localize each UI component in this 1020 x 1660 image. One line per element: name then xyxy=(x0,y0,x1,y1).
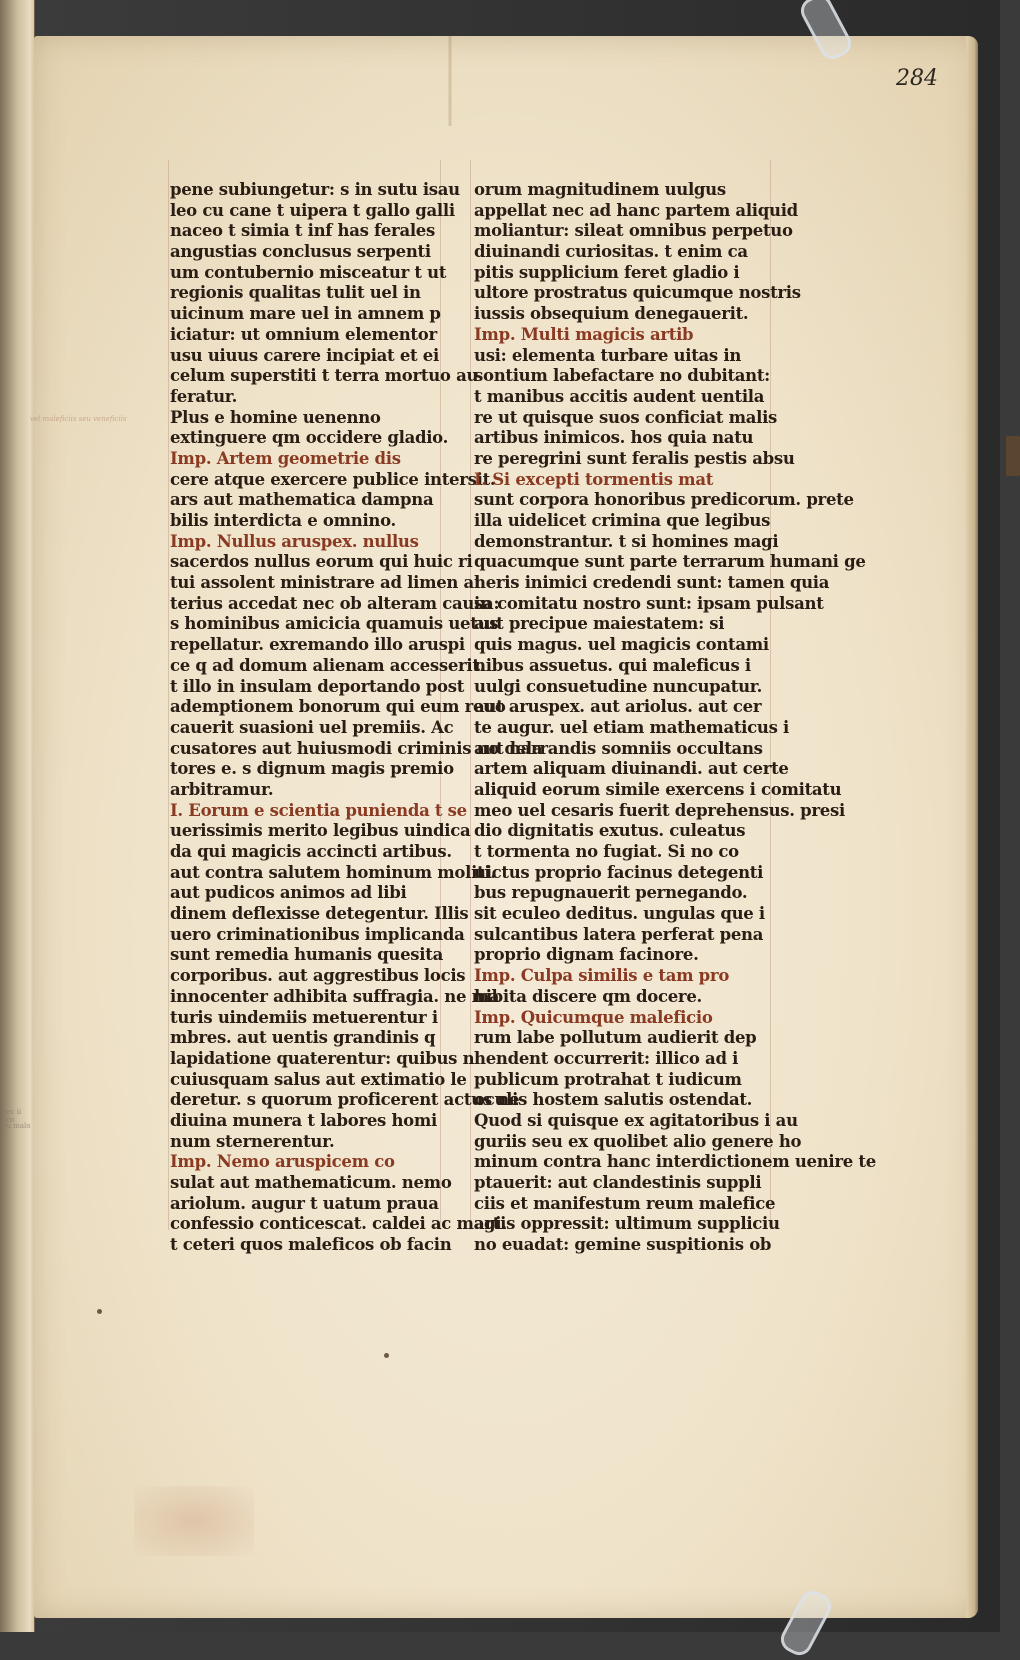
text-line: I. Eorum e scientia punienda t se xyxy=(170,800,467,820)
text-line: naceo t simia t inf has ferales xyxy=(170,221,435,241)
text-line: publicum protrahat t iudicum xyxy=(474,1069,742,1089)
text-line: te augur. uel etiam mathematicus i xyxy=(474,717,789,737)
worm-hole xyxy=(97,1309,102,1314)
text-line: iciatur: ut omnium elementor xyxy=(170,324,437,344)
text-line: innocenter adhibita suffragia. ne ma xyxy=(170,986,500,1006)
text-line: artem aliquam diuinandi. aut certe xyxy=(474,759,789,779)
text-line: ce q ad domum alienam accesserit. xyxy=(170,655,486,675)
text-line: hendent occurrerit: illico ad i xyxy=(474,1048,739,1068)
facing-page-edge xyxy=(0,0,35,1632)
text-line: aliquid eorum simile exercens i comitatu xyxy=(474,779,842,799)
text-line: corporibus. aut aggrestibus locis xyxy=(170,966,466,986)
text-line: ptauerit: aut clandestinis suppli xyxy=(474,1173,762,1192)
binding-tab xyxy=(1006,436,1020,476)
worm-hole xyxy=(384,1353,389,1358)
text-line: sunt corpora honoribus predicorum. prete xyxy=(474,490,854,510)
text-line: no euadat: gemine suspitionis ob xyxy=(474,1235,772,1255)
text-line: guriis seu ex quolibet alio genere ho xyxy=(474,1131,802,1151)
text-line: cauerit suasioni uel premiis. Ac xyxy=(170,717,454,737)
text-line: celum superstiti t terra mortuo au xyxy=(170,366,479,386)
text-line: Imp. Nemo aruspicem co xyxy=(170,1152,395,1172)
text-line: turis uindemiis metuerentur i xyxy=(170,1007,438,1027)
folio-edge xyxy=(966,36,978,1618)
text-line: aut precipue maiestatem: si xyxy=(474,614,725,634)
text-line: re ut quisque suos conficiat malis xyxy=(474,407,778,427)
text-line: diuina munera t labores homi xyxy=(170,1110,438,1130)
text-line: extinguere qm occidere gladio. xyxy=(170,428,449,448)
text-line: t illo in insulam deportando post xyxy=(170,676,465,696)
text-line: usi: elementa turbare uitas in xyxy=(474,345,742,365)
text-line: sulat aut mathematicum. nemo xyxy=(170,1173,452,1192)
text-line: ciis et manifestum reum malefice xyxy=(474,1193,776,1213)
text-line: num sternerentur. xyxy=(170,1131,335,1151)
folio-number: 284 xyxy=(896,66,938,91)
text-line: angustias conclusus serpenti xyxy=(170,242,431,262)
text-line: Imp. Culpa similis e tam pro xyxy=(474,966,730,986)
text-line: repellatur. exremando illo aruspi xyxy=(170,635,465,655)
ruling-line xyxy=(168,160,169,1230)
ruling-line xyxy=(470,160,471,1230)
text-line: sulcantibus latera perferat pena xyxy=(474,924,764,944)
text-line: orum magnitudinem uulgus xyxy=(474,180,726,199)
text-line: t ceteri quos maleficos ob facin xyxy=(170,1235,452,1255)
text-line: Imp. Nullus aruspex. nullus xyxy=(170,531,419,551)
text-line: dio dignitatis exutus. culeatus xyxy=(474,821,746,841)
page-fold xyxy=(448,36,452,126)
text-line: re peregrini sunt feralis pestis absu xyxy=(474,448,795,468)
text-line: artis oppressit: ultimum suppliciu xyxy=(474,1214,780,1234)
text-line: minum contra hanc interdictionem uenire te xyxy=(474,1152,876,1172)
text-line: ars aut mathematica dampna xyxy=(170,490,434,510)
text-line: quacumque sunt parte terrarum humani ge xyxy=(474,552,866,572)
ruling-line xyxy=(770,160,771,1230)
text-line: illa uidelicet crimina que legibus xyxy=(474,511,771,530)
facing-page-note: hec ii pro xyxy=(2,1108,22,1124)
text-line: appellat nec ad hanc partem aliquid xyxy=(474,200,798,220)
text-line: quis magus. uel magicis contami xyxy=(474,635,769,655)
text-line: hibita discere qm docere. xyxy=(474,986,702,1006)
text-line: Imp. Artem geometrie dis xyxy=(170,448,401,468)
text-line: tores e. s dignum magis premio xyxy=(170,759,454,779)
text-line: proprio dignam facinore. xyxy=(474,945,699,965)
text-line: t manibus accitis audent uentila xyxy=(474,386,765,406)
text-line: pene subiungetur: s in sutu isau xyxy=(170,180,460,199)
text-line: regionis qualitas tulit uel in xyxy=(170,283,421,303)
text-line: Plus e homine uenenno xyxy=(170,407,381,427)
text-line: artibus inimicos. hos quia natu xyxy=(474,428,754,448)
text-line: rum labe pollutum audierit dep xyxy=(474,1028,757,1048)
text-line: in comitatu nostro sunt: ipsam pulsant xyxy=(474,593,824,613)
text-line: dinem deflexisse detegentur. Illis xyxy=(170,904,469,924)
text-line: diuinandi curiositas. t enim ca xyxy=(474,242,748,262)
text-line: um contubernio misceatur t ut xyxy=(170,262,447,282)
text-line: sit eculeo deditus. ungulas que i xyxy=(474,904,765,924)
text-line: aut aruspex. aut ariolus. aut cer xyxy=(474,697,762,717)
text-line: uicinum mare uel in amnem p xyxy=(170,304,441,324)
text-line: feratur. xyxy=(170,386,238,406)
text-line: bilis interdicta e omnino. xyxy=(170,511,396,530)
text-line: t tormenta no fugiat. Si no co xyxy=(474,842,739,861)
text-line: ariolum. augur t uatum praua xyxy=(170,1193,439,1213)
text-line: sontium labefactare no dubitant: xyxy=(474,366,770,386)
text-line: cuiusquam salus aut extimatio le xyxy=(170,1069,467,1089)
text-line: nibus assuetus. qui maleficus i xyxy=(474,655,751,675)
text-line: demonstrantur. t si homines magi xyxy=(474,531,779,551)
text-line: sunt remedia humanis quesita xyxy=(170,945,443,965)
text-line: leo cu cane t uipera t gallo galli xyxy=(170,200,455,220)
text-line: Quod si quisque ex agitatoribus i au xyxy=(474,1110,798,1130)
text-line: sacerdos nullus eorum qui huic ri xyxy=(170,552,473,572)
text-line: pitis supplicium feret gladio i xyxy=(474,262,740,282)
text-line: uerissimis merito legibus uindica xyxy=(170,821,471,841)
text-line: aut contra salutem hominum moliti. xyxy=(170,862,496,882)
text-line: mbres. aut uentis grandinis q xyxy=(170,1028,436,1048)
text-line: terius accedat nec ob alteram causa: xyxy=(170,593,500,613)
margin-gloss: vel maleficiis seu veneficiis xyxy=(30,415,127,423)
text-line: s hominibus amicicia quamuis uetus xyxy=(170,614,499,634)
text-line: da qui magicis accincti artibus. xyxy=(170,842,452,861)
text-line: ultore prostratus quicumque nostris xyxy=(474,283,801,303)
text-line: Imp. Multi magicis artib xyxy=(474,324,694,344)
text-line: cere atque exercere publice intersit. xyxy=(170,469,496,489)
text-line: I. Si excepti tormentis mat xyxy=(474,469,714,489)
text-line: aut narrandis somniis occultans xyxy=(474,738,763,758)
text-line: arbitramur. xyxy=(170,779,274,799)
text-column-right xyxy=(474,180,876,1256)
text-line: usu uiuus carere incipiat et ei xyxy=(170,345,439,365)
facing-page-note: qu malo xyxy=(2,1122,31,1130)
text-line: ademptionem bonorum qui eum reuo xyxy=(170,697,506,717)
text-line: uulgi consuetudine nuncupatur. xyxy=(474,676,763,696)
text-line: confessio conticescat. caldei ac magi. xyxy=(170,1214,507,1234)
text-line: tui assolent ministrare ad limen al xyxy=(170,573,480,593)
text-line: lapidatione quaterentur: quibus n xyxy=(170,1048,475,1068)
text-line: uero criminationibus implicanda xyxy=(170,924,465,944)
text-line: neris inimici credendi sunt: tamen quia xyxy=(474,573,830,593)
text-line: meo uel cesaris fuerit deprehensus. presi xyxy=(474,800,845,820)
text-line: Imp. Quicumque maleficio xyxy=(474,1007,713,1027)
text-line: iussis obsequium denegauerit. xyxy=(474,304,749,324)
text-line: moliantur: sileat omnibus perpetuo xyxy=(474,221,793,241)
text-line: bus repugnauerit pernegando. xyxy=(474,883,748,903)
text-column-left xyxy=(170,180,543,1256)
text-line: uictus proprio facinus detegenti xyxy=(474,862,764,882)
text-line: deretur. s quorum proficerent actus ne xyxy=(170,1090,520,1110)
text-line: oculis hostem salutis ostendat. xyxy=(474,1090,753,1110)
text-line: cusatores aut huiusmodi criminis no dela xyxy=(170,738,543,758)
text-line: aut pudicos animos ad libi xyxy=(170,883,407,903)
water-stain xyxy=(134,1486,254,1556)
